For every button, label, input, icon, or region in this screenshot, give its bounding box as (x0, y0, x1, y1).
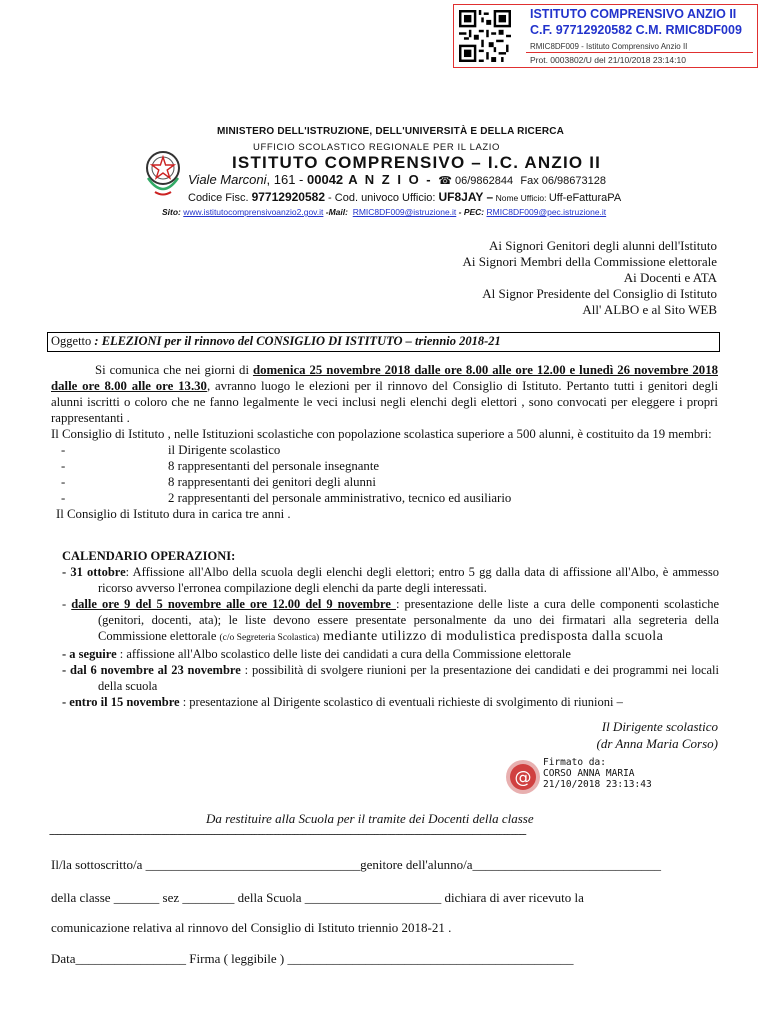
digital-seal-icon (505, 759, 541, 795)
mail-link[interactable]: RMIC8DF009@istruzione.it (352, 207, 457, 217)
address-line (188, 172, 606, 187)
digital-signature (505, 757, 720, 797)
paragraph-composition: Il Consiglio di Istituto , nelle Istituzioni scolastiche con popolazione scolastica superiore a 500 alunni, è costituito da 19 membri: (51, 427, 712, 441)
signer-role: Il Dirigente scolastico (601, 719, 718, 734)
letter-body (51, 362, 718, 522)
subject-box (47, 332, 720, 352)
protocol-stamp (453, 4, 758, 68)
calendar-title: CALENDARIO OPERAZIONI: (62, 549, 236, 563)
regional-office: UFFICIO SCOLASTICO REGIONALE PER IL LAZIO (253, 142, 501, 153)
item-text: mediante utilizzo di modulistica predisposta dalla scuola (319, 629, 664, 644)
list-item: - 2 rappresentanti del personale amministrativo, tecnico ed ausiliario (61, 491, 512, 505)
calendar-item (62, 662, 719, 694)
street-number: , 161 - (266, 172, 307, 187)
stamp-institute: ISTITUTO COMPRENSIVO ANZIO II (530, 7, 737, 21)
member-text: 8 rappresentanti dei genitori degli alunni (168, 475, 376, 489)
form-row-name: Il/la sottoscritto/a _________________________________genitore dell'alunno/a_____________________________ (51, 857, 662, 872)
fiscal-code-label: Codice Fisc. (188, 192, 252, 204)
institute-name: ISTITUTO COMPRENSIVO – I.C. ANZIO II (232, 153, 602, 172)
item-date: - a seguire (62, 647, 117, 661)
signature-block (597, 718, 718, 752)
member-text: 8 rappresentanti del personale insegnante (168, 459, 380, 473)
list-item: - 8 rappresentanti dei genitori degli alunni (61, 475, 376, 489)
paragraph-dates (51, 362, 718, 426)
phone-icon: ☎ (438, 175, 452, 187)
site-label: Sito: (162, 207, 184, 217)
recipient-line: All' ALBO e al Sito WEB (582, 302, 717, 317)
signer: CORSO ANNA MARIA (543, 768, 635, 779)
signature-text (543, 757, 652, 790)
recipients (462, 238, 717, 318)
subject-label: Oggetto (51, 334, 92, 348)
codes-line (188, 190, 621, 204)
member-text: 2 rappresentanti del personale amministrativo, tecnico ed ausiliario (168, 491, 512, 505)
item-date: - 31 ottobre (62, 565, 126, 579)
calendar (62, 548, 719, 710)
office-name: Uff-eFatturaPA (548, 192, 622, 204)
cut-line: ----------------------------------------------------------------------------------------------------------------------------------------------------------------------------------- (49, 828, 526, 840)
item-text: : presentazione delle liste a cura delle componenti scolastiche (genitori, docenti, ata); le liste devono essere presentate personalmente da uno dei firmatari alla segreteria della Commissione elettorale (98, 597, 719, 643)
item-dash: - (62, 597, 72, 611)
web-contacts (162, 207, 606, 217)
form-row-class: della classe _______ sez ________ della Scuola _____________________ dichiara di aver ricevuto la (51, 890, 584, 905)
text: Si comunica che nei giorni di (95, 363, 253, 377)
site-link[interactable]: www.istitutocomprensivoanzio2.gov.it (183, 207, 324, 217)
list-item: - il Dirigente scolastico (61, 443, 281, 457)
calendar-item (50, 596, 719, 646)
street: Viale Marconi (188, 172, 267, 187)
stamp-divider (526, 52, 753, 53)
stamp-description: RMIC8DF009 - Istituto Comprensivo Anzio II (530, 42, 688, 51)
qr-code-icon (459, 10, 511, 62)
item-text: : presentazione al Dirigente scolastico di eventuali richieste di svolgimento di riunioni – (179, 695, 623, 709)
mail-label: -Mail: (323, 207, 351, 217)
calendar-item (62, 694, 719, 710)
phone-number: 06/9862844 (451, 175, 514, 187)
text: , avranno luogo le elezioni per il rinnovo del Consiglio di Istituto. Pertanto tutti i genitori degli alunni iscritti o coloro che ne fanno legalmente le veci inclusi negli elenchi degli elettori , sono convocati per eleggere i propri rappresentanti . (51, 379, 718, 425)
member-text: il Dirigente scolastico (168, 443, 281, 457)
fax-number: Fax 06/98673128 (520, 175, 606, 187)
form-row-statement: comunicazione relativa al rinnovo del Consiglio di Istituto triennio 2018-21 . (51, 920, 452, 935)
recipient-line: Ai Docenti e ATA (623, 270, 717, 285)
stamp-codes: C.F. 97712920582 C.M. RMIC8DF009 (530, 23, 742, 37)
city: A N Z I O - (343, 172, 439, 187)
signed-by-label: Firmato da: (543, 757, 606, 768)
recipient-line: Al Signor Presidente del Consiglio di Istituto (482, 286, 717, 301)
calendar-item (62, 564, 719, 596)
recipient-line: Ai Signori Membri della Commissione elettorale (462, 254, 717, 269)
item-text: : possibilità di svolgere riunioni per la presentazione dei candidati e dei programmi nei locali della scuola (98, 663, 719, 693)
paragraph-duration: Il Consiglio di Istituto dura in carica tre anni . (56, 507, 291, 521)
item-text: : affissione all'Albo scolastico delle liste dei candidati a cura della Commissione elettorale (116, 647, 571, 661)
item-date: - dal 6 novembre al 23 novembre (62, 663, 241, 677)
unique-code: UF8JAY – (438, 190, 494, 204)
signer-name: (dr Anna Maria Corso) (596, 736, 718, 751)
republic-emblem-icon (143, 148, 183, 200)
signature-date: 21/10/2018 23:13:43 (543, 779, 652, 790)
list-item: - 8 rappresentanti del personale insegnante (61, 459, 380, 473)
stamp-protocol: Prot. 0003802/U del 21/10/2018 23:14:10 (530, 55, 686, 65)
item-date: - entro il 15 novembre (62, 695, 180, 709)
fiscal-code: 97712920582 (251, 190, 325, 204)
item-note: (c/o Segreteria Scolastica) (219, 633, 320, 643)
election-dates: domenica 25 novembre 2018 dalle ore 8.00 alle ore 12.00 e lunedì 26 novembre 2018 dalle ore 8.00 alle ore 13.30 (51, 363, 718, 393)
postal-code: 00042 (307, 172, 344, 187)
recipient-line: Ai Signori Genitori degli alunni dell'Istituto (488, 238, 717, 253)
pec-link[interactable]: RMIC8DF009@pec.istruzione.it (486, 207, 607, 217)
item-text: : Affissione all'Albo della scuola degli elenchi degli elettori; entro 5 gg dalla data di affissione all'Albo, è ammesso ricorso avverso l'erronea compilazione degli elenchi da parte degli interessati. (98, 565, 719, 595)
subject-text: : ELEZIONI per il rinnovo del CONSIGLIO DI ISTITUTO – triennio 2018-21 (91, 334, 501, 348)
item-date: dalle ore 9 del 5 novembre alle ore 12.00 del 9 novembre (71, 597, 396, 611)
svg-text:@: @ (514, 768, 532, 788)
form-row-date-signature: Data_________________ Firma ( leggibile ) ____________________________________________ (51, 951, 574, 966)
ministry-name: MINISTERO DELL'ISTRUZIONE, DELL'UNIVERSITÀ E DELLA RICERCA (217, 126, 565, 137)
unique-code-label: - Cod. univoco Ufficio: (325, 192, 439, 204)
return-instruction: Da restituire alla Scuola per il tramite dei Docenti della classe (206, 811, 534, 826)
pec-label: - PEC: (456, 207, 487, 217)
calendar-item (62, 646, 719, 662)
office-name-label: Nome Ufficio: (493, 193, 549, 203)
